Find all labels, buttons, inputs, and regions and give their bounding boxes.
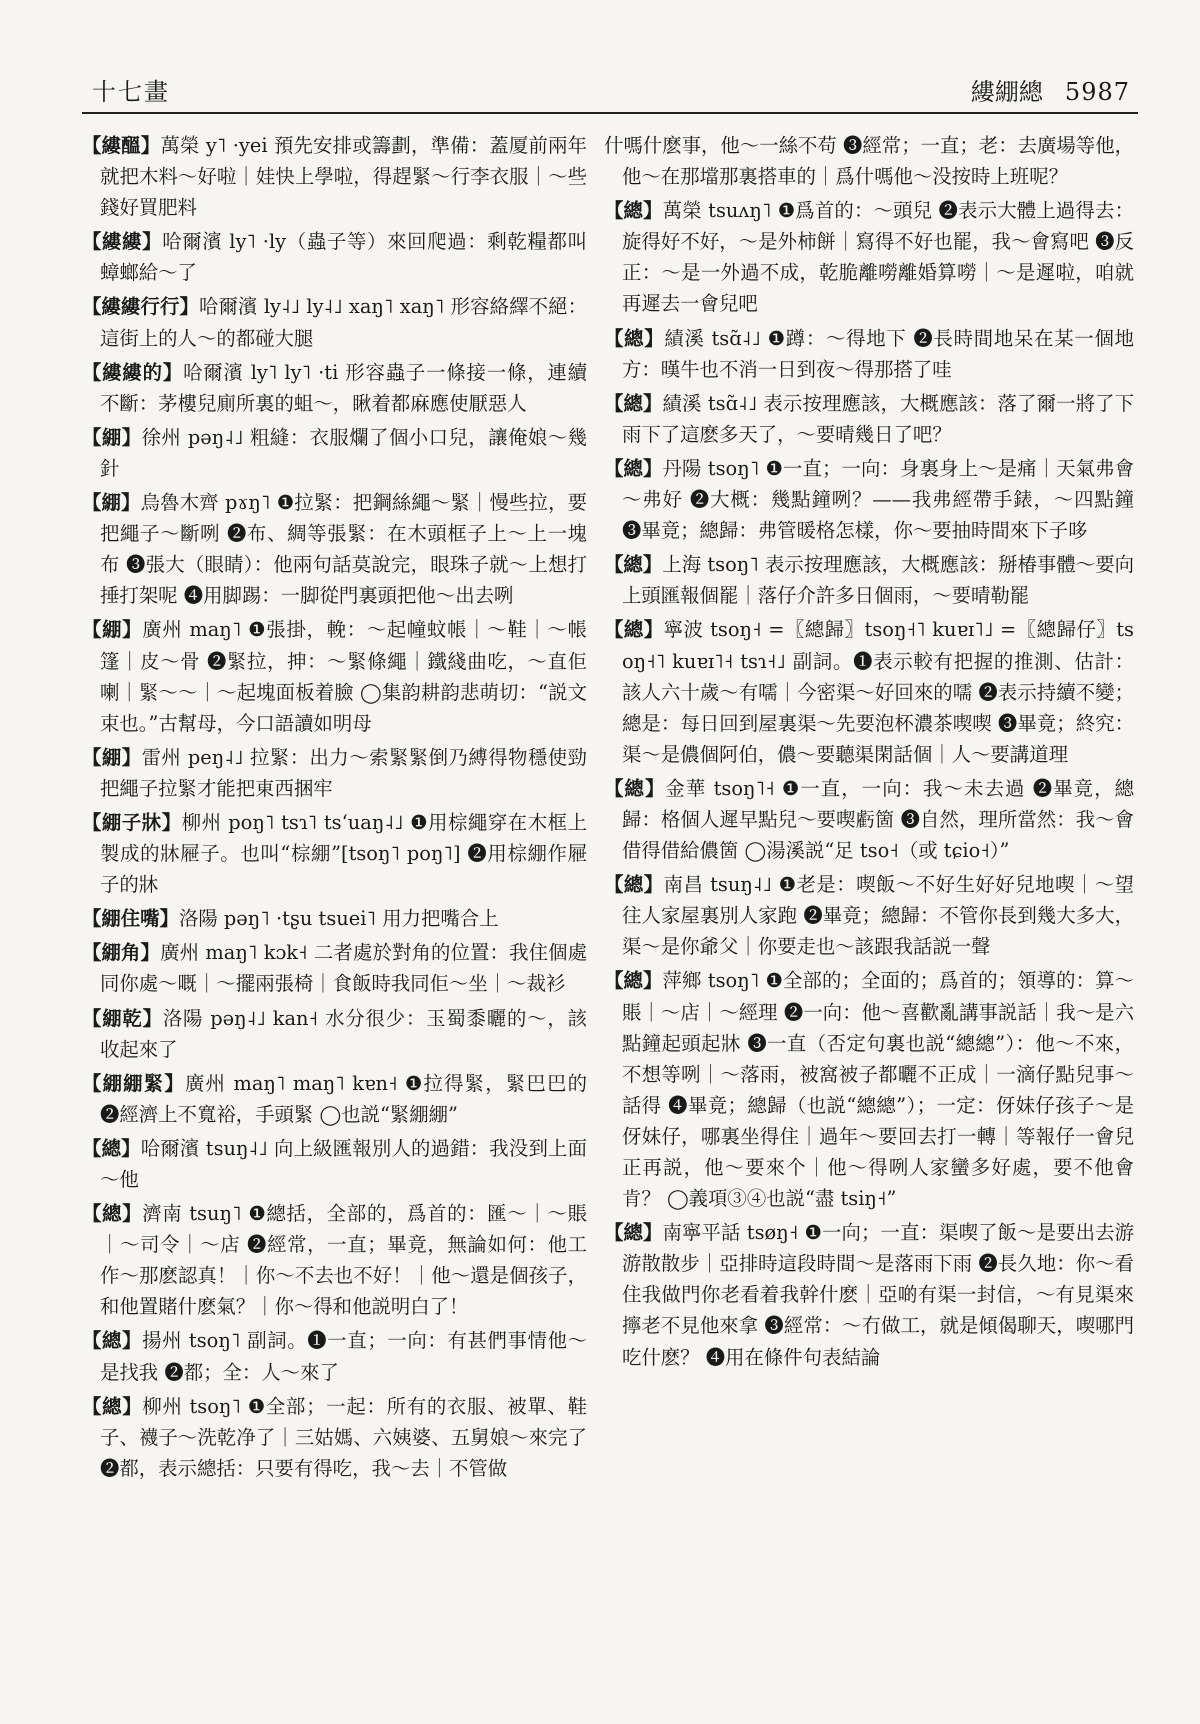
entry-headword: 【綳子牀】 xyxy=(82,810,182,834)
dictionary-entry xyxy=(82,1325,587,1387)
entry-headword: 【總】 xyxy=(604,873,664,897)
dictionary-entry xyxy=(82,742,587,804)
dictionary-entry xyxy=(82,357,587,419)
dictionary-entry xyxy=(82,487,587,611)
entry-definition: 濟南 tsuŋ˥ ❶總括，全部的，爲首的：匯～｜～賬｜～司令｜～店 ❷經常，一直；畢竟，無論如何：他工作～那麽認真！｜你～不去也不好！｜他～還是個孩子，和他置賭什麽氣？｜你～得和他説明白了！ xyxy=(100,1202,587,1319)
entry-headword: 【總】 xyxy=(604,618,664,642)
dictionary-entry xyxy=(604,195,1134,319)
dictionary-entry xyxy=(604,869,1134,962)
entry-definition: 南寧平話 tsøŋ˧ ❶一向；一直：渠喫了飯～是要出去游游散散步｜亞排時這段時間～是落雨下雨 ❷長久地：你～看住我做門你老看着我幹什麽｜亞啲有渠一封信，～有見渠來擰老不見他來拿 ❸經常：～冇做工，就是傾偈聊天，喫哪門吃什麽？ ❹用在條件句表結論 xyxy=(622,1221,1134,1369)
entry-definition: 南昌 tsuŋ˨˩ ❶老是：喫飯～不好生好好兒地喫｜～望往人家屋裏別人家跑 ❷畢竟；總歸：不管你長到幾大多大，渠～是你爺父｜你要走也～該跟我話説一聲 xyxy=(622,873,1134,959)
dictionary-entry xyxy=(604,130,1134,192)
entry-headword: 【綳】 xyxy=(82,745,142,769)
dictionary-entry xyxy=(604,549,1134,611)
entry-headword: 【總】 xyxy=(82,1394,143,1418)
entry-definition: 績溪 tsɑ̃˨˩ ❶蹲：～得地下 ❷長時間地呆在某一個地方：暵牛也不消一日到夜～得那搭了哇 xyxy=(622,326,1134,381)
entry-definition: 寧波 tsoŋ˧ =〖總歸〗tsoŋ˧˥ kuɐɪ˥˩ =〖總歸仔〗tsoŋ˧˥ kuɐɪ˥˧ tsɿ˧˩ 副詞。❶表示較有把握的推測、估計：該人六十歲～有嚅｜今密渠～好回來的嚅 ❷表示持續不變；總是：每日回到屋裏渠～先要泡杯濃茶喫喫 ❸畢竟；終究：渠～是儂個阿伯，儂～要聽渠閑話個｜人～要講道理 xyxy=(622,618,1134,766)
entry-definition: 廣州 maŋ˥ maŋ˥ kɐn˧ ❶拉得緊，緊巴巴的 ❷經濟上不寬裕，手頭緊 ◯也説“緊綳綳” xyxy=(100,1071,587,1126)
entry-definition: 徐州 pəŋ˨˩ 粗縫：衣服爛了個小口兒，讓俺娘～幾針 xyxy=(100,425,587,480)
entry-headword: 【縷縷行行】 xyxy=(82,295,200,319)
right-column xyxy=(604,130,1134,1376)
entry-definition: 哈爾濱 ly˥ ly˥ ·ti 形容蟲子一條接一條，連續不斷：茅樓兒廁所裏的蛆～，瞅着都麻應使厭惡人 xyxy=(100,360,587,415)
header-rule xyxy=(82,112,1138,114)
entry-headword: 【總】 xyxy=(82,1329,143,1353)
entry-headword: 【總】 xyxy=(604,391,663,415)
entry-headword: 【總】 xyxy=(604,776,666,800)
entry-definition: 上海 tsoŋ˥ 表示按理應該，大概應該：掰椿事體～要向上頭匯報個罷｜落仔介許多日個雨，～要晴勒罷 xyxy=(622,553,1134,608)
dictionary-entry xyxy=(82,291,587,353)
entry-headword: 【綳】 xyxy=(82,618,143,642)
entry-definition: 柳州 tsoŋ˥ ❶全部；一起：所有的衣服、被單、鞋子、襪子～洗乾净了｜三姑媽、六姨婆、五舅娘～來完了 ❷都，表示總括：只要有得吃，我～去｜不管做 xyxy=(100,1394,587,1480)
entry-headword: 【總】 xyxy=(604,456,663,480)
entry-definition: 哈爾濱 tsuŋ˨˩ 向上級匯報別人的過錯：我没到上面～他 xyxy=(100,1136,587,1191)
entry-headword: 【綳】 xyxy=(82,491,141,515)
entry-definition: 廣州 maŋ˥ ❶張掛，輓：～起幢蚊帳｜～鞋｜～帳篷｜皮～骨 ❷緊拉，抻：～緊條繩｜鐵綫曲吃，～直佢喇｜緊～～｜～起塊面板着臉 ◯集韵耕韵悲萌切：“説文束也。”古幫母，今口語讀如明母 xyxy=(100,618,587,735)
dictionary-entry xyxy=(82,1068,587,1130)
entry-definition: 哈爾濱 ly˥ ·ly（蟲子等）來回爬過：剩乾糧都叫蟑螂給～了 xyxy=(100,230,587,285)
entry-headword: 【總】 xyxy=(604,326,665,350)
header-right xyxy=(971,72,1130,107)
entry-definition: 金華 tsoŋ˥˧ ❶一直，一向：我～未去過 ❷畢竟，總歸：格個人遲早點兒～要喫虧箇 ❸自然，理所當然：我～會借得借給儂箇 ◯湯溪説“足 tso˧（或 tɕio˧）” xyxy=(622,776,1134,863)
section-title: 十七畫 xyxy=(92,78,170,106)
dictionary-entry xyxy=(82,226,587,288)
entry-headword: 【總】 xyxy=(604,199,663,223)
dictionary-entry xyxy=(604,1217,1134,1372)
dictionary-entry xyxy=(604,965,1134,1214)
dictionary-entry xyxy=(604,773,1134,866)
dictionary-entry xyxy=(82,614,587,738)
entry-definition: 萬榮 tsuʌŋ˥ ❶爲首的：～頭兒 ❷表示大體上過得去：旋得好不好，～是外柿餅｜寫得不好也罷，我～會寫吧 ❸反正：～是一外過不成，乾脆離嘮離婚算嘮｜～是遲啦，咱就再遲去一會兒吧 xyxy=(622,199,1134,316)
dictionary-entry xyxy=(82,937,587,999)
entry-definition: 柳州 poŋ˥ tsɿ˥ tsʻuaŋ˨˩ ❶用棕繩穿在木框上製成的牀屜子。也叫“棕綳”[tsoŋ˥ poŋ˥] ❷用棕綳作屜子的牀 xyxy=(100,810,587,897)
dictionary-entry xyxy=(82,1391,587,1484)
entry-definition: 哈爾濱 ly˨˩ ly˨˩ xaŋ˥ xaŋ˥ 形容絡繹不絕：這街上的人～的都碰大腿 xyxy=(100,295,587,350)
entry-headword: 【綳住嘴】 xyxy=(82,907,179,931)
dictionary-entry xyxy=(82,903,587,934)
entry-definition: 什嗎什麽事，他～一絲不苟 ❸經常；一直；老：去廣場等他，他～在那壋那裏搭車的｜爲什嗎他～没按時上班呢？ xyxy=(604,134,1134,189)
entry-definition: 萬榮 y˥ ·yei 預先安排或籌劃，準備：蓋厦前兩年就把木料～好啦｜娃快上學啦，得趕緊～行李衣服｜～些錢好買肥料 xyxy=(100,134,587,220)
entry-headword: 【總】 xyxy=(604,1221,663,1245)
entry-headword: 【總】 xyxy=(604,969,663,993)
entry-headword: 【總】 xyxy=(604,553,663,577)
dictionary-entry xyxy=(82,807,587,900)
entry-headword: 【縷醞】 xyxy=(82,134,161,157)
entry-definition: 雷州 peŋ˨˩ 拉緊：出力～索緊緊倒乃縛得物穩使勁把繩子拉緊才能把東西捆牢 xyxy=(100,745,587,800)
entry-headword: 【縷縷】 xyxy=(82,230,163,254)
dictionary-entry xyxy=(604,323,1134,385)
left-column xyxy=(82,130,587,1487)
entry-definition: 烏魯木齊 pɤŋ˥ ❶拉緊：把鋼絲繩～緊｜慢些拉，要把繩子～斷咧 ❷布、綢等張緊：在木頭框子上～上一塊布 ❸張大（眼睛）：他兩句話莫說完，眼珠子就～上想打捶打架呢 ❹用脚踢：一脚從門裏頭把他～出去咧 xyxy=(100,491,587,608)
entry-headword: 【綳角】 xyxy=(82,941,161,965)
page-number: 5987 xyxy=(1064,78,1130,106)
entry-headword: 【綳乾】 xyxy=(82,1006,163,1030)
dictionary-entry xyxy=(82,1003,587,1065)
page-header xyxy=(92,72,1130,108)
entry-definition: 萍鄉 tsoŋ˥ ❶全部的；全面的；爲首的；領導的：算～賬｜～店｜～經理 ❷一向：他～喜歡亂講事説話｜我～是六點鐘起頭起牀 ❸一直（否定句裏也説“總總”）：他～不來，不想等咧｜～落雨，被窩被子都曬不正成｜一滴仔點兒事～話得 ❹畢竟；總歸（也説“總總”）；一定：伢妹仔孩子～是伢妹仔，哪裏坐得住｜過年～要回去打一轉｜等報仔一會兒正再説，他～要來个｜他～得咧人家蠻多好處，要不他會肯？ ◯義項③④也説“盡 tsiŋ˧” xyxy=(622,969,1134,1211)
dictionary-entry xyxy=(604,388,1134,450)
entry-definition: 丹陽 tsoŋ˥ ❶一直；一向：身裏身上～是痛｜天氣弗會～弗好 ❷大概：幾點鐘咧？——我弗經帶手錶，～四點鐘 ❸畢竟；總歸：弗管暖格怎樣，你～要抽時間來下子哆 xyxy=(622,456,1134,543)
dictionary-entry xyxy=(82,1198,587,1322)
entry-definition: 洛陽 pəŋ˨˩ kan˧ 水分很少：玉蜀黍曬的～，該收起來了 xyxy=(100,1006,587,1061)
entry-definition: 廣州 maŋ˥ kɔk˧ 二者處於對角的位置：我住個處同你處～嘅｜～擺兩張椅｜食飯時我同佢～坐｜～裁衫 xyxy=(100,941,587,996)
entry-headword: 【總】 xyxy=(82,1202,143,1226)
entry-definition: 績溪 tsɑ̃˨˩ 表示按理應該，大概應該：落了爾一將了下雨下了這麽多天了，～要晴幾日了吧？ xyxy=(622,391,1134,446)
entry-definition: 揚州 tsoŋ˥ 副詞。❶一直；一向：有甚們事情他～是找我 ❷都；全：人～來了 xyxy=(100,1329,587,1384)
dictionary-entry xyxy=(82,1133,587,1195)
dictionary-entry xyxy=(604,453,1134,546)
entry-headword: 【綳綳緊】 xyxy=(82,1071,185,1095)
dictionary-entry xyxy=(82,422,587,484)
entry-definition: 洛陽 pəŋ˥ ·tʂu tsuei˥ 用力把嘴合上 xyxy=(178,907,499,931)
entry-headword: 【縷縷的】 xyxy=(82,360,184,384)
dictionary-entry xyxy=(82,130,587,223)
entry-headword: 【綳】 xyxy=(82,425,142,449)
entry-headword: 【總】 xyxy=(82,1136,141,1160)
dictionary-entry xyxy=(604,614,1134,769)
header-characters: 縷綳總 xyxy=(970,78,1043,106)
